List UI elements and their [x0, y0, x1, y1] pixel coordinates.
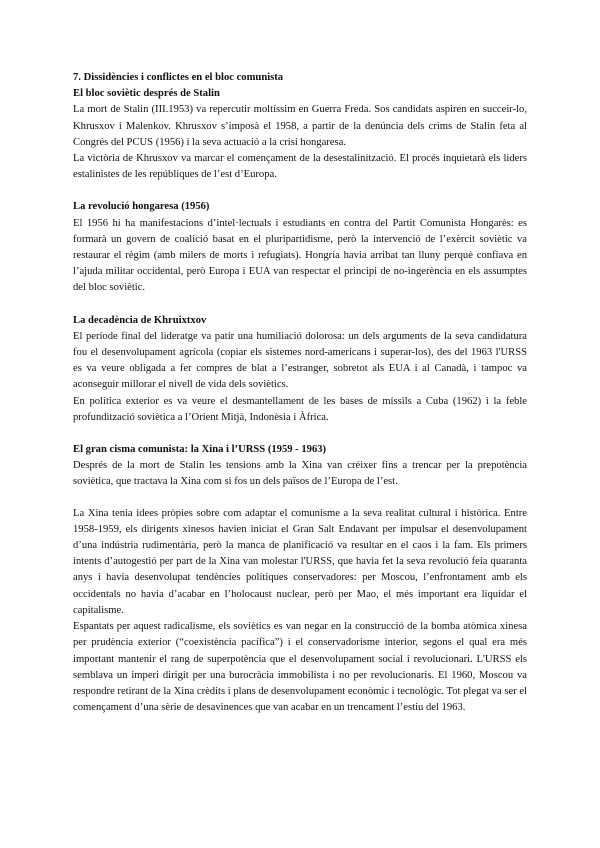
- heading-revolucio-hongaresa: La revolució hongaresa (1956): [73, 201, 210, 213]
- paragraph: Després de la mort de Stalin les tensions amb la Xina van créixer fins a trencar per la prepotència soviètica, que tractava la Xina com si fos un dels països de l’Europa de l’est.: [73, 460, 527, 488]
- paragraph: El període final del lideratge va patir una humiliació dolorosa: un dels arguments de la seva candidatura fou el desenvolupament agrícola (copiar els sistemes nord-americans i superar-los), des del 1963 l'URSS es va veure obligada a fer compres de blat a l’estranger, sobretot als EUA i al Canadà, i tampoc va aconseguir millorar el nivell de vida dels soviètics.: [73, 330, 527, 391]
- paragraph: El 1956 hi ha manifestacions d’intel·lectuals i estudiants en contra del Partit Comunista Hongarès: es formarà un govern de coalició basat en el pluripartidisme, però la intervenció de l’exèrcit soviètic va restaurar el règim (amb milers de morts i refugiats). Hongria havia arribat tan lluny perquè confiava en l’ajuda militar occidental, però Europa i EUA van respectar el principi de no-ingerència en els assumptes del bloc soviètic.: [73, 217, 527, 294]
- paragraph: La mort de Stalin (III.1953) va repercutir moltíssim en Guerra Freda. Sos candidats aspiren en succeir-lo, Khrusxov i Malenkov. Khrusxov s’imposà el 1958, a partir de la denúncia dels crims de Stalin feta al Congrés del PCUS (1956) i la seva actuació a la crisi hongaresa.: [73, 104, 527, 148]
- section-title: 7. Dissidències i conflictes en el bloc comunista: [73, 72, 284, 83]
- heading-gran-cisma: El gran cisma comunista: la Xina i l’URSS (1959 - 1963): [73, 444, 327, 456]
- paragraph: La Xina tenia idees pròpies sobre com adaptar el comunisme a la seva realitat cultural i històrica. Entre 1958-1959, els dirigents xinesos havien iniciat el Gran Salt Endavant per impulsar el desenvolupament d’una indústria rudimentària, però la manca de planificació va resultar en el caos i la fam. Els primers intents d’autogestió per part de la Xina van molestar l'URSS, que havia fet la seva revolució feia quaranta anys i havia desenvolupat tendències polítiques conservadores: per Moscou, l’enfrontament amb els occidentals no havia d’acabar en l’holocaust nuclear, però per Mao, el més important era liquidar el capitalisme.: [73, 507, 527, 616]
- paragraph: Espantats per aquest radicalisme, els soviètics es van negar en la construcció de la bomba atòmica xinesa per prudència exterior (“coexistència pacífica”) i el conservadorisme interior, segons el qual era més important mantenir el rang de superpotència que el desenvolupament social i revolucionari. L'URSS els semblava un imperi dirigit per una burocràcia immobilista i no per revolucionaris. El 1960, Moscou va respondre retirant de la Xina crèdits i plans de desenvolupament econòmic i tecnològic. Tot plegat va ser el començament d’una sèrie de desavinences que van acabar en un trencament l’estiu del 1963.: [73, 621, 527, 714]
- document-page: [73, 70, 527, 716]
- heading-bloc-sovietic: El bloc soviètic després de Stalin: [73, 88, 220, 100]
- paragraph: La victòria de Khrusxov va marcar el començament de la desestalinització. El procés inquietarà els líders estalinistes de les repúbliques de l’est d’Europa.: [73, 153, 527, 181]
- heading-decadencia-khruixtxov: La decadència de Khruixtxov: [73, 314, 207, 326]
- paragraph: En política exterior es va veure el desmantellament de les bases de míssils a Cuba (1962) i la feble profundització soviètica a l’Orient Mitjà, Indonèsia i Àfrica.: [73, 395, 527, 423]
